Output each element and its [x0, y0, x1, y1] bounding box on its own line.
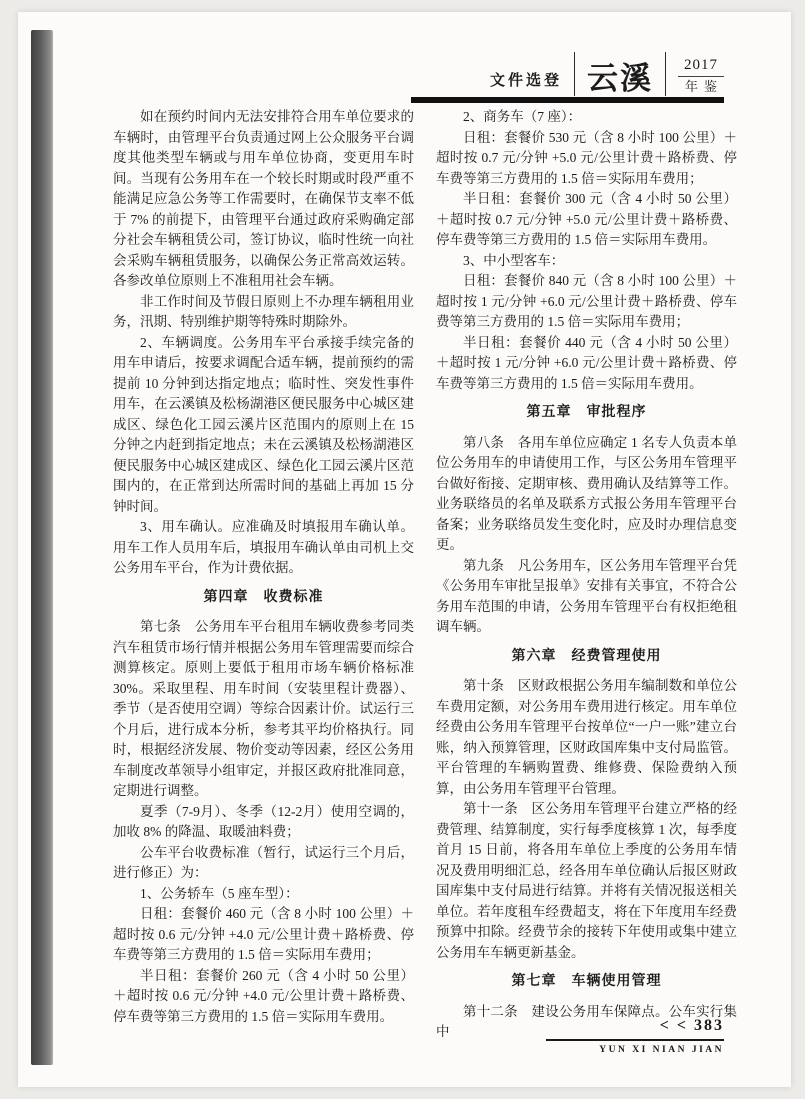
- paragraph: 夏季（7-9月）、冬季（12-2月）使用空调的，加收 8% 的降温、取暖油料费；: [113, 803, 414, 839]
- spine-shadow-bar: [31, 30, 53, 1065]
- paragraph: 公车平台收费标准（暂行，试运行三个月后，进行修正）为：: [113, 844, 414, 880]
- page-number: < < 383: [546, 1017, 724, 1041]
- edition-rule: [678, 76, 724, 77]
- edition-label: 年鉴: [684, 79, 723, 95]
- paragraph: 2、商务车（7 座）：: [463, 109, 582, 124]
- paragraph: 3、用车确认。应准确及时填报用车确认单。用车工作人员用车后，填报用车确认单由司机上交公务用车平台，作为计费依据。: [113, 519, 414, 575]
- page-body: [113, 107, 737, 1043]
- left-column: [113, 107, 414, 1043]
- paragraph: 第八条 各用车单位应确定 1 名专人负责本单位公务用车的申请使用工作，与区公务用车管理平台做好衔接、定期审核、费用确认及结算等工作。业务联络员的名单及联系方式报公务用车管理平台备案；业务联络员发生变化时，应及时办理信息变更。: [436, 434, 737, 552]
- yearbook-romanization: YUN XI NIAN JIAN: [599, 1045, 724, 1055]
- paragraph: 非工作时间及节假日原则上不办理车辆租用业务，汛期、特别维护期等特殊时期除外。: [113, 293, 414, 329]
- paragraph: 日租：套餐价 840 元（含 8 小时 100 公里）＋超时按 1 元/分钟 +6.0 元/公里计费＋路桥费、停车费等第三方费用的 1.5 倍＝实际用车费用；: [436, 273, 737, 329]
- paragraph: 半日租：套餐价 260 元（含 4 小时 50 公里）＋超时按 0.6 元/分钟 +4.0 元/公里计费＋路桥费、停车费等第三方费用的 1.5 倍＝实际用车费用。: [113, 967, 414, 1024]
- paragraph: 3、中小型客车：: [463, 252, 565, 268]
- document-page: [18, 12, 791, 1087]
- yearbook-title: 云溪: [587, 61, 653, 96]
- masthead: [490, 48, 724, 96]
- page-footer: [546, 1017, 724, 1055]
- masthead-divider: [574, 52, 575, 96]
- paragraph: 如在预约时间内无法安排符合用车单位要求的车辆时，由管理平台负责通过网上公众服务平台调度其他类型车辆或与用车单位协商，变更用车时间。当现有公务用车在一个较长时期或时段严重不能满足应急公务等工作需要时，在确保节支率不低于 7% 的前提下，由管理平台通过政府采购确定部分社会车辆租赁公司，签订协议，临时性统一向社会采购车辆租赁服务，以确保公务正常高效运转。各参改单位原则上不准租用社会车辆。: [113, 109, 414, 288]
- section-title: 文件选登: [489, 73, 562, 89]
- paragraph: 1、公务轿车（5 座车型）：: [140, 885, 299, 901]
- edition-year: 2017: [684, 57, 718, 74]
- paragraph: 第十条 区财政根据公务用车编制数和单位公车费用定额，对公务用车费用进行核定。用车单位经费由公务用车管理平台按单位“一户一账”建立台账，纳入预算管理，区财政国库集中支付局监管。平台管理的车辆购置费、维修费、保险费纳入预算，由公务用车管理平台管理。: [436, 678, 737, 796]
- chapter-heading: 第六章 经费管理使用: [511, 648, 662, 664]
- chapter-heading: 第四章 收费标准: [203, 589, 324, 605]
- chapter-heading: 第五章 审批程序: [526, 405, 647, 420]
- paragraph: 2、车辆调度。公务用车平台承接手续完备的用车申请后，按要求调配合适车辆，提前预约的需提前 10 分钟到达指定地点；临时性、突发性事件用车，在云溪镇及松杨湖港区便民服务中心城区建成区、绿色化工园云溪片区范围内的原则上在 15 分钟之内赶到指定地点；未在云溪镇及松杨湖港区便民服务中心城区建成区、绿色化工园云溪片区范围内的，在正常到达所需时间的基础上再加 15 分钟时间。: [113, 334, 414, 514]
- paragraph: 第七条 公务用车平台租用车辆收费参考同类汽车租赁市场行情并根据公务用车管理需要而综合测算核定。原则上要低于租用市场车辆价格标准 30%。采取里程、用车时间（安装里程计费器）、季节（是否使用空调）等综合因素计价。试运行三个月后，进行成本分析，参考其平均价格执行。同时，根据经济发展、物价变动等因素，经区公务用车制度改革领导小组审定，并报区政府批准同意，定期进行调整。: [113, 619, 414, 798]
- paragraph: 第九条 凡公务用车，区公务用车管理平台凭《公务用车审批呈报单》安排有关事宜，不符合公务用车范围的申请，公务用车管理平台有权拒绝租调车辆。: [436, 557, 737, 634]
- paragraph: 第十一条 区公务用车管理平台建立严格的经费管理、结算制度，实行每季度核算 1 次，每季度首月 15 日前，将各用车单位上季度的公务用车情况及费用明细汇总，经各用车单位确认后报区财政国库集中支付局进行结算。并将有关情况报送相关单位。若年度租车经费超支，将在下年度用车经费预算中扣除。经费节余的接转下年使用或集中建立公务用车车辆更新基金。: [436, 801, 737, 960]
- paragraph: 第十二条 建设公务用车保障点。公车实行集中: [436, 1003, 737, 1039]
- paragraph: 半日租：套餐价 440 元（含 4 小时 50 公里）＋超时按 1 元/分钟 +6.0 元/公里计费＋路桥费、停车费等第三方费用的 1.5 倍＝实际用车费用。: [436, 334, 737, 391]
- chapter-heading: 第七章 车辆使用管理: [511, 974, 662, 989]
- paragraph: 日租：套餐价 530 元（含 8 小时 100 公里）＋超时按 0.7 元/分钟 +5.0 元/公里计费＋路桥费、停车费等第三方费用的 1.5 倍＝实际用车费用；: [436, 129, 737, 186]
- paragraph: 半日租：套餐价 300 元（含 4 小时 50 公里）＋超时按 0.7 元/分钟 +5.0 元/公里计费＋路桥费、停车费等第三方费用的 1.5 倍＝实际用车费用。: [436, 191, 737, 247]
- edition-block: [678, 56, 724, 96]
- paragraph: 日租：套餐价 460 元（含 8 小时 100 公里）＋超时按 0.6 元/分钟 +4.0 元/公里计费＋路桥费、停车费等第三方费用的 1.5 倍＝实际用车费用；: [113, 906, 414, 962]
- right-column: [436, 107, 737, 1043]
- header-black-bar: [411, 97, 724, 103]
- masthead-divider: [665, 52, 666, 96]
